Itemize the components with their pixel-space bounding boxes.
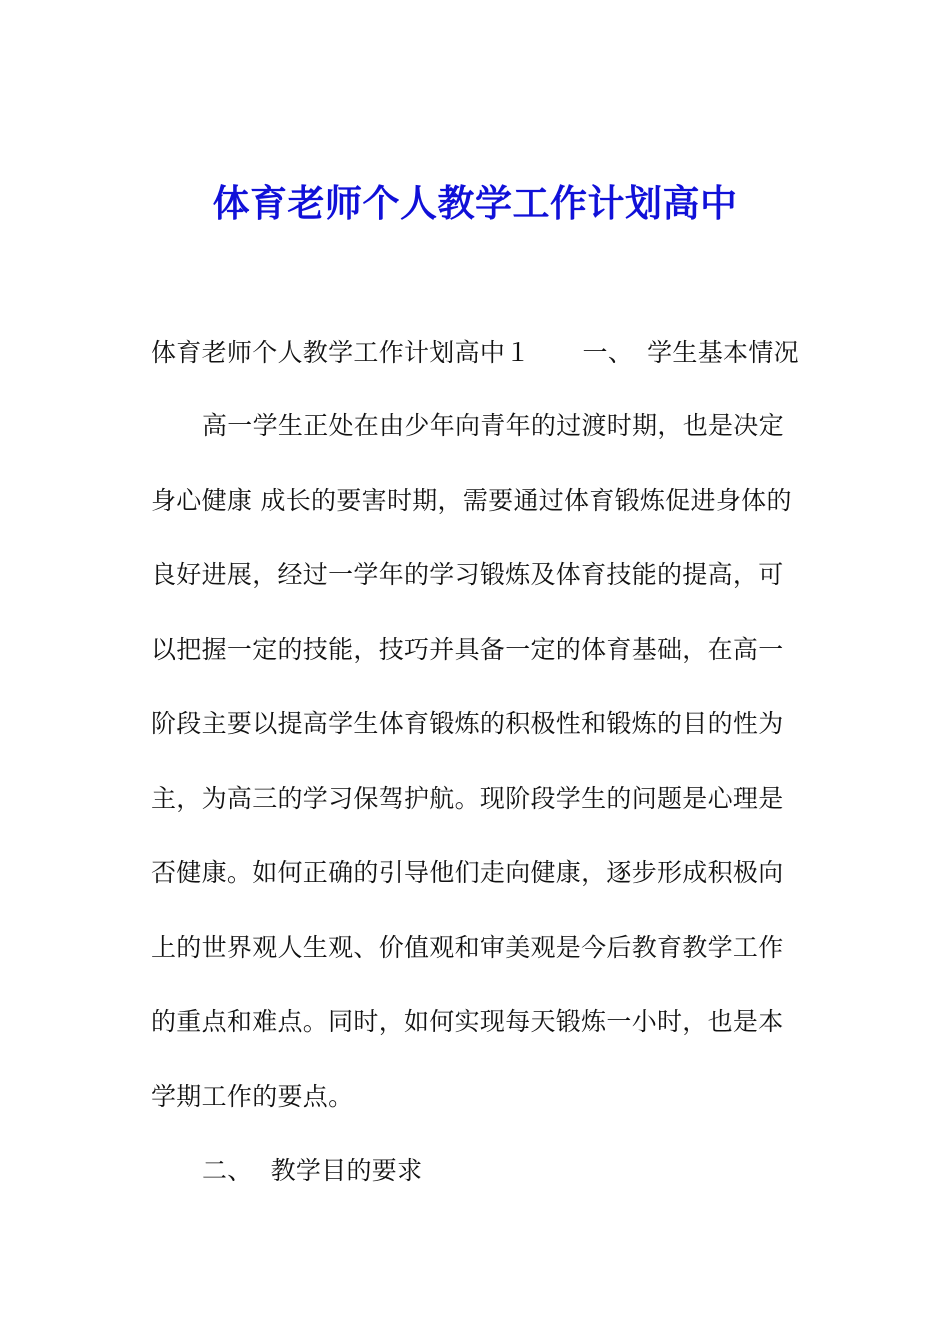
section-two-number: 二、 bbox=[202, 1156, 253, 1185]
paragraph-line: 否健康。如何正确的引导他们走向健康，逐步形成积极向 bbox=[151, 858, 784, 887]
section-one-number: 一、 bbox=[582, 338, 634, 367]
paragraph-line: 以把握一定的技能，技巧并具备一定的体育基础，在高一 bbox=[151, 635, 784, 664]
paragraph-line: 学期工作的要点。 bbox=[151, 1082, 354, 1111]
paragraph-line: 主，为高三的学习保驾护航。现阶段学生的问题是心理是 bbox=[151, 784, 784, 813]
intro-line bbox=[151, 336, 799, 370]
document-subtitle: 体育老师个人教学工作计划高中１ bbox=[151, 338, 531, 367]
paragraph-line: 良好进展，经过一学年的学习锻炼及体育技能的提高，可 bbox=[151, 560, 784, 589]
paragraph-line: 高一学生正处在由少年向青年的过渡时期，也是决定 bbox=[202, 411, 784, 440]
paragraph-line: 上的世界观人生观、价值观和审美观是今后教育教学工作 bbox=[151, 933, 784, 962]
paragraph-line: 身心健康 成长的要害时期，需要通过体育锻炼促进身体的 bbox=[151, 486, 792, 515]
section-two-heading bbox=[202, 1154, 422, 1188]
section-one-title: 学生基本情况 bbox=[647, 338, 799, 367]
document-title: 体育老师个人教学工作计划高中 bbox=[212, 181, 738, 225]
paragraph-line: 阶段主要以提高学生体育锻炼的积极性和锻炼的目的性为 bbox=[151, 709, 784, 738]
section-two-title: 教学目的要求 bbox=[270, 1156, 423, 1185]
paragraph-line: 的重点和难点。同时，如何实现每天锻炼一小时，也是本 bbox=[151, 1007, 784, 1036]
